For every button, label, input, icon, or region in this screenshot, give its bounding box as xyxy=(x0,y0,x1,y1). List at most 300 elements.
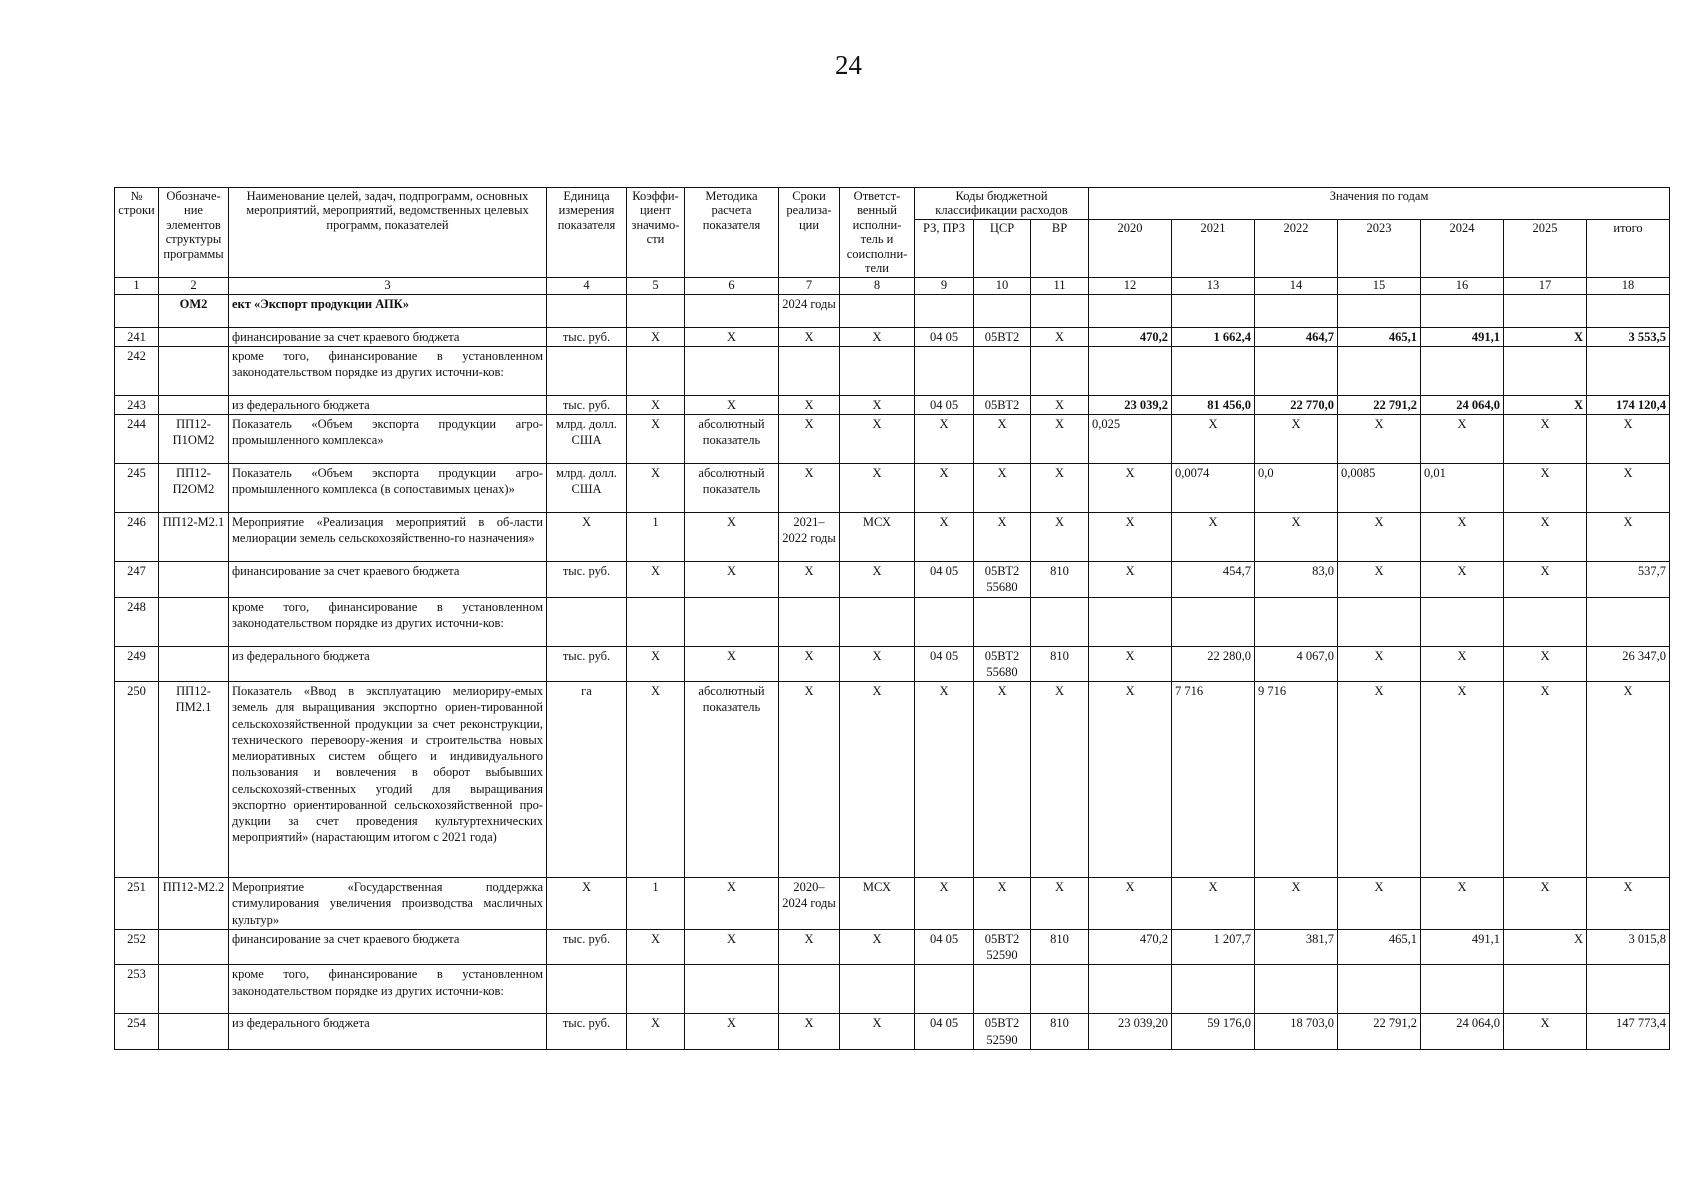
table-row xyxy=(115,346,1670,395)
table-row xyxy=(115,646,1670,682)
table-cell-col-12: X xyxy=(1089,562,1172,598)
table-cell-col-15: 465,1 xyxy=(1338,327,1421,346)
table-cell-col-4: тыс. руб. xyxy=(547,562,627,598)
table-cell-col-10: 05ВТ2 xyxy=(974,327,1031,346)
table-cell-col-11 xyxy=(1031,597,1089,646)
table-cell-col-4 xyxy=(547,346,627,395)
table-cell-col-14 xyxy=(1255,597,1338,646)
table-row xyxy=(115,562,1670,598)
table-cell-col-1: 250 xyxy=(115,682,159,878)
table-body xyxy=(115,294,1670,1049)
table-cell-col-17 xyxy=(1504,965,1587,1014)
table-cell-col-3: из федерального бюджета xyxy=(229,1014,547,1050)
table-cell-col-16 xyxy=(1421,294,1504,327)
table-cell-col-7: X xyxy=(779,646,840,682)
table-cell-col-7: X xyxy=(779,929,840,965)
table-cell-col-16 xyxy=(1421,965,1504,1014)
table-cell-col-11 xyxy=(1031,294,1089,327)
table-cell-col-15 xyxy=(1338,597,1421,646)
table-cell-col-3: Показатель «Объем экспорта продукции агро-промышленного комплекса» xyxy=(229,415,547,464)
table-cell-col-6 xyxy=(685,597,779,646)
table-cell-col-9 xyxy=(915,597,974,646)
table-cell-col-18 xyxy=(1587,597,1670,646)
table-cell-col-7: X xyxy=(779,327,840,346)
table-cell-col-4: X xyxy=(547,513,627,562)
table-cell-col-16: X xyxy=(1421,513,1504,562)
table-cell-col-3: Мероприятие «Реализация мероприятий в об-ласти мелиорации земель сельскохозяйственно-го назначения» xyxy=(229,513,547,562)
table-cell-col-13: 7 716 xyxy=(1172,682,1255,878)
table-cell-col-7: 2024 годы xyxy=(779,294,840,327)
table-cell-col-13: 59 176,0 xyxy=(1172,1014,1255,1050)
table-cell-col-3: Показатель «Объем экспорта продукции агро-промышленного комплекса (в сопоставимых ценах)» xyxy=(229,464,547,513)
table-cell-col-9: X xyxy=(915,682,974,878)
table-cell-col-8: X xyxy=(840,682,915,878)
table-row xyxy=(115,965,1670,1014)
table-cell-col-17: X xyxy=(1504,327,1587,346)
table-cell-col-8: X xyxy=(840,395,915,414)
table-cell-col-11: X xyxy=(1031,327,1089,346)
table-cell-col-17: X xyxy=(1504,415,1587,464)
header-name: Наименование целей, задач, подпрограмм, основных мероприятий, мероприятий, ведомственных целевых программ, показателей xyxy=(229,188,547,278)
table-cell-col-16 xyxy=(1421,597,1504,646)
table-cell-col-6: X xyxy=(685,878,779,930)
column-number: 15 xyxy=(1338,277,1421,294)
table-cell-col-6: X xyxy=(685,395,779,414)
table-cell-col-6: абсолютный показатель xyxy=(685,415,779,464)
table-cell-col-3: из федерального бюджета xyxy=(229,646,547,682)
table-cell-col-10 xyxy=(974,294,1031,327)
column-number: 17 xyxy=(1504,277,1587,294)
table-cell-col-14: 464,7 xyxy=(1255,327,1338,346)
table-cell-col-8: МСХ xyxy=(840,878,915,930)
table-cell-col-10: X xyxy=(974,878,1031,930)
header-year-2023: 2023 xyxy=(1338,219,1421,277)
table-cell-col-9 xyxy=(915,294,974,327)
table-cell-col-12: X xyxy=(1089,464,1172,513)
table-cell-col-15: 22 791,2 xyxy=(1338,395,1421,414)
table-cell-col-18: X xyxy=(1587,878,1670,930)
table-cell-col-11 xyxy=(1031,965,1089,1014)
table-cell-col-8: X xyxy=(840,327,915,346)
table-cell-col-16: 491,1 xyxy=(1421,327,1504,346)
table-cell-col-8: X xyxy=(840,1014,915,1050)
table-cell-col-9: X xyxy=(915,415,974,464)
table-cell-col-12: 470,2 xyxy=(1089,929,1172,965)
table-cell-col-6: X xyxy=(685,929,779,965)
table-cell-col-17 xyxy=(1504,294,1587,327)
table-cell-col-14: 9 716 xyxy=(1255,682,1338,878)
table-cell-col-2: ПП12-ПМ2.1 xyxy=(159,682,229,878)
table-cell-col-2 xyxy=(159,1014,229,1050)
table-row xyxy=(115,929,1670,965)
table-cell-col-17: X xyxy=(1504,682,1587,878)
table-cell-col-15: X xyxy=(1338,415,1421,464)
table-cell-col-15 xyxy=(1338,294,1421,327)
header-budget-codes: Коды бюджетной классификации расходов xyxy=(915,188,1089,220)
table-cell-col-7: 2021–2022 годы xyxy=(779,513,840,562)
table-cell-col-9: X xyxy=(915,878,974,930)
table-cell-col-15: 0,0085 xyxy=(1338,464,1421,513)
table-cell-col-16: X xyxy=(1421,562,1504,598)
table-cell-col-5: 1 xyxy=(627,513,685,562)
table-cell-col-5: X xyxy=(627,327,685,346)
header-structure-code: Обозначе-ние элементов структуры программы xyxy=(159,188,229,278)
table-cell-col-9: 04 05 xyxy=(915,562,974,598)
table-cell-col-2: ПП12-М2.2 xyxy=(159,878,229,930)
table-cell-col-15: X xyxy=(1338,513,1421,562)
table-cell-col-13: X xyxy=(1172,878,1255,930)
table-cell-col-2 xyxy=(159,929,229,965)
table-cell-col-2: ОМ2 xyxy=(159,294,229,327)
table-cell-col-14 xyxy=(1255,965,1338,1014)
header-method: Методика расчета показателя xyxy=(685,188,779,278)
table-cell-col-17: X xyxy=(1504,395,1587,414)
table-cell-col-1: 246 xyxy=(115,513,159,562)
table-cell-col-4: тыс. руб. xyxy=(547,395,627,414)
table-cell-col-8: X xyxy=(840,464,915,513)
table-cell-col-10: 05ВТ2 52590 xyxy=(974,1014,1031,1050)
table-cell-col-7: X xyxy=(779,464,840,513)
table-cell-col-10 xyxy=(974,965,1031,1014)
table-cell-col-18: X xyxy=(1587,513,1670,562)
table-cell-col-4 xyxy=(547,597,627,646)
table-cell-col-10: X xyxy=(974,464,1031,513)
table-cell-col-15 xyxy=(1338,965,1421,1014)
table-cell-col-17 xyxy=(1504,597,1587,646)
table-cell-col-4: млрд. долл. США xyxy=(547,464,627,513)
table-cell-col-4: млрд. долл. США xyxy=(547,415,627,464)
table-cell-col-10 xyxy=(974,346,1031,395)
table-cell-col-4: га xyxy=(547,682,627,878)
table-cell-col-10: 05ВТ2 xyxy=(974,395,1031,414)
table-cell-col-7: X xyxy=(779,682,840,878)
table-cell-col-11: X xyxy=(1031,682,1089,878)
column-number: 9 xyxy=(915,277,974,294)
table-cell-col-17: X xyxy=(1504,929,1587,965)
table-cell-col-8 xyxy=(840,597,915,646)
table-cell-col-16 xyxy=(1421,346,1504,395)
column-number: 5 xyxy=(627,277,685,294)
table-cell-col-12 xyxy=(1089,965,1172,1014)
table-cell-col-6: X xyxy=(685,646,779,682)
table-cell-col-11: 810 xyxy=(1031,929,1089,965)
table-cell-col-3: из федерального бюджета xyxy=(229,395,547,414)
table-cell-col-13: 81 456,0 xyxy=(1172,395,1255,414)
table-cell-col-16: 0,01 xyxy=(1421,464,1504,513)
table-cell-col-3: ект «Экспорт продукции АПК» xyxy=(229,294,547,327)
table-cell-col-2 xyxy=(159,646,229,682)
header-vr: ВР xyxy=(1031,219,1089,277)
table-cell-col-16: X xyxy=(1421,646,1504,682)
table-cell-col-10: 05ВТ2 52590 xyxy=(974,929,1031,965)
table-cell-col-7: X xyxy=(779,1014,840,1050)
column-number: 1 xyxy=(115,277,159,294)
table-cell-col-12: 23 039,20 xyxy=(1089,1014,1172,1050)
table-row xyxy=(115,464,1670,513)
table-cell-col-11: 810 xyxy=(1031,646,1089,682)
table-cell-col-10: X xyxy=(974,682,1031,878)
header-year-2022: 2022 xyxy=(1255,219,1338,277)
header-year-2021: 2021 xyxy=(1172,219,1255,277)
table-cell-col-18: 3 015,8 xyxy=(1587,929,1670,965)
column-number: 4 xyxy=(547,277,627,294)
table-cell-col-3: финансирование за счет краевого бюджета xyxy=(229,327,547,346)
table-cell-col-1: 249 xyxy=(115,646,159,682)
table-cell-col-12: X xyxy=(1089,646,1172,682)
table-cell-col-5 xyxy=(627,346,685,395)
table-cell-col-14: 18 703,0 xyxy=(1255,1014,1338,1050)
table-cell-col-15 xyxy=(1338,346,1421,395)
table-cell-col-9 xyxy=(915,346,974,395)
table-cell-col-4: тыс. руб. xyxy=(547,646,627,682)
column-number: 8 xyxy=(840,277,915,294)
table-cell-col-16: X xyxy=(1421,415,1504,464)
table-cell-col-4: тыс. руб. xyxy=(547,1014,627,1050)
table-cell-col-12 xyxy=(1089,294,1172,327)
table-cell-col-17: X xyxy=(1504,646,1587,682)
table-cell-col-14: 4 067,0 xyxy=(1255,646,1338,682)
table-cell-col-6: X xyxy=(685,327,779,346)
table-cell-col-11 xyxy=(1031,346,1089,395)
table-header xyxy=(115,188,1670,278)
column-number: 11 xyxy=(1031,277,1089,294)
header-period: Сроки реализа-ции xyxy=(779,188,840,278)
table-row xyxy=(115,597,1670,646)
table-cell-col-4: тыс. руб. xyxy=(547,929,627,965)
table-cell-col-7: 2020–2024 годы xyxy=(779,878,840,930)
table-cell-col-1: 247 xyxy=(115,562,159,598)
table-cell-col-2 xyxy=(159,346,229,395)
table-row xyxy=(115,1014,1670,1050)
table-cell-col-3: финансирование за счет краевого бюджета xyxy=(229,562,547,598)
table-cell-col-1: 245 xyxy=(115,464,159,513)
table-cell-col-5: X xyxy=(627,464,685,513)
table-cell-col-1: 241 xyxy=(115,327,159,346)
table-cell-col-10 xyxy=(974,597,1031,646)
table-cell-col-5: X xyxy=(627,929,685,965)
table-cell-col-9: 04 05 xyxy=(915,327,974,346)
table-row xyxy=(115,513,1670,562)
table-cell-col-1: 254 xyxy=(115,1014,159,1050)
table-cell-col-15: X xyxy=(1338,878,1421,930)
table-cell-col-13: 454,7 xyxy=(1172,562,1255,598)
table-cell-col-4 xyxy=(547,294,627,327)
table-cell-col-5: X xyxy=(627,415,685,464)
table-cell-col-13: X xyxy=(1172,415,1255,464)
table-cell-col-8: X xyxy=(840,929,915,965)
column-number: 2 xyxy=(159,277,229,294)
table-cell-col-15: X xyxy=(1338,646,1421,682)
table-cell-col-14 xyxy=(1255,294,1338,327)
table-cell-col-5: 1 xyxy=(627,878,685,930)
header-executor: Ответст-венный исполни-тель и соисполни-тели xyxy=(840,188,915,278)
table-cell-col-12 xyxy=(1089,346,1172,395)
header-year-2025: 2025 xyxy=(1504,219,1587,277)
table-cell-col-13 xyxy=(1172,597,1255,646)
table-cell-col-2: ПП12-П1ОМ2 xyxy=(159,415,229,464)
table-cell-col-12: X xyxy=(1089,878,1172,930)
table-cell-col-13: X xyxy=(1172,513,1255,562)
table-cell-col-3: Мероприятие «Государственная поддержка стимулирования увеличения производства масличных культур» xyxy=(229,878,547,930)
table-cell-col-5: X xyxy=(627,1014,685,1050)
table-cell-col-8: X xyxy=(840,562,915,598)
table-row xyxy=(115,294,1670,327)
column-number: 13 xyxy=(1172,277,1255,294)
table-cell-col-13: 0,0074 xyxy=(1172,464,1255,513)
table-cell-col-9: 04 05 xyxy=(915,395,974,414)
table-cell-col-1: 244 xyxy=(115,415,159,464)
header-csr: ЦСР xyxy=(974,219,1031,277)
table-cell-col-13: 1 207,7 xyxy=(1172,929,1255,965)
table-cell-col-9: X xyxy=(915,464,974,513)
table-cell-col-18: 537,7 xyxy=(1587,562,1670,598)
table-cell-col-13 xyxy=(1172,346,1255,395)
table-cell-col-5 xyxy=(627,294,685,327)
table-cell-col-15: X xyxy=(1338,682,1421,878)
table-cell-col-5: X xyxy=(627,562,685,598)
header-year-2024: 2024 xyxy=(1421,219,1504,277)
table-cell-col-4 xyxy=(547,965,627,1014)
header-total: итого xyxy=(1587,219,1670,277)
column-number: 16 xyxy=(1421,277,1504,294)
table-cell-col-17: X xyxy=(1504,464,1587,513)
column-number: 3 xyxy=(229,277,547,294)
table-cell-col-15: 22 791,2 xyxy=(1338,1014,1421,1050)
table-cell-col-2: ПП12-М2.1 xyxy=(159,513,229,562)
table-cell-col-18: 147 773,4 xyxy=(1587,1014,1670,1050)
table-cell-col-3: кроме того, финансирование в установленном законодательством порядке из других источни-ков: xyxy=(229,597,547,646)
header-coefficient: Коэффи-циент значимо-сти xyxy=(627,188,685,278)
table-cell-col-11: X xyxy=(1031,464,1089,513)
table-cell-col-2 xyxy=(159,597,229,646)
column-number: 14 xyxy=(1255,277,1338,294)
table-cell-col-14: 83,0 xyxy=(1255,562,1338,598)
table-row xyxy=(115,682,1670,878)
table-cell-col-10: X xyxy=(974,415,1031,464)
table-cell-col-6 xyxy=(685,294,779,327)
table-cell-col-13: 22 280,0 xyxy=(1172,646,1255,682)
table-cell-col-2 xyxy=(159,965,229,1014)
program-table xyxy=(114,187,1670,1050)
table-cell-col-11: 810 xyxy=(1031,562,1089,598)
table-cell-col-18 xyxy=(1587,294,1670,327)
table-cell-col-3: Показатель «Ввод в эксплуатацию мелиориру-емых земель для выращивания экспортно ориен-тированной сельскохозяйственной продукции за счет реконструкции, технического перевоору-жения и строительства новых мелиоративных систем общего и индивидуального пользования и вовлечения в оборот выбывших сельскохозяй-ственных угодий для выращивания экспортно ориентированной сельскохозяйственной про-дукции за счет проведения культуртехнических мероприятий» (нарастающим итогом с 2021 года) xyxy=(229,682,547,878)
table-cell-col-14: 22 770,0 xyxy=(1255,395,1338,414)
table-cell-col-9: 04 05 xyxy=(915,1014,974,1050)
table-cell-col-18 xyxy=(1587,965,1670,1014)
table-cell-col-10: 05ВТ2 55680 xyxy=(974,562,1031,598)
table-cell-col-6: абсолютный показатель xyxy=(685,682,779,878)
table-cell-col-7 xyxy=(779,965,840,1014)
table-cell-col-1: 252 xyxy=(115,929,159,965)
table-cell-col-9: 04 05 xyxy=(915,929,974,965)
table-cell-col-9: X xyxy=(915,513,974,562)
table-cell-col-8: МСХ xyxy=(840,513,915,562)
header-year-2020: 2020 xyxy=(1089,219,1172,277)
table-cell-col-3: финансирование за счет краевого бюджета xyxy=(229,929,547,965)
table-cell-col-14: 381,7 xyxy=(1255,929,1338,965)
table-cell-col-12: 470,2 xyxy=(1089,327,1172,346)
table-cell-col-5 xyxy=(627,597,685,646)
table-cell-col-10: X xyxy=(974,513,1031,562)
table-cell-col-6: абсолютный показатель xyxy=(685,464,779,513)
table-cell-col-12: X xyxy=(1089,682,1172,878)
table-cell-col-1: 251 xyxy=(115,878,159,930)
table-cell-col-4: тыс. руб. xyxy=(547,327,627,346)
table-cell-col-13: 1 662,4 xyxy=(1172,327,1255,346)
table-cell-col-5 xyxy=(627,965,685,1014)
table-cell-col-9: 04 05 xyxy=(915,646,974,682)
page-number: 24 xyxy=(835,50,862,80)
column-number: 12 xyxy=(1089,277,1172,294)
table-cell-col-16: X xyxy=(1421,878,1504,930)
table-cell-col-18: 3 553,5 xyxy=(1587,327,1670,346)
table-cell-col-6: X xyxy=(685,562,779,598)
table-cell-col-7 xyxy=(779,597,840,646)
table-cell-col-13 xyxy=(1172,294,1255,327)
table-cell-col-12: 0,025 xyxy=(1089,415,1172,464)
table-cell-col-2 xyxy=(159,327,229,346)
table-cell-col-11: X xyxy=(1031,395,1089,414)
table-cell-col-18: X xyxy=(1587,415,1670,464)
table-cell-col-14: X xyxy=(1255,513,1338,562)
column-number: 6 xyxy=(685,277,779,294)
table-cell-col-11: X xyxy=(1031,415,1089,464)
table-cell-col-8 xyxy=(840,965,915,1014)
table-cell-col-14: X xyxy=(1255,415,1338,464)
table-cell-col-6: X xyxy=(685,513,779,562)
table-cell-col-1: 242 xyxy=(115,346,159,395)
table-cell-col-14: X xyxy=(1255,878,1338,930)
table-cell-col-13 xyxy=(1172,965,1255,1014)
table-cell-col-16: 24 064,0 xyxy=(1421,1014,1504,1050)
table-cell-col-7 xyxy=(779,346,840,395)
table-cell-col-2 xyxy=(159,562,229,598)
table-cell-col-18: 26 347,0 xyxy=(1587,646,1670,682)
table-row xyxy=(115,415,1670,464)
table-cell-col-6 xyxy=(685,965,779,1014)
table-cell-col-12: 23 039,2 xyxy=(1089,395,1172,414)
table-cell-col-17: X xyxy=(1504,878,1587,930)
table-cell-col-15: 465,1 xyxy=(1338,929,1421,965)
table-cell-col-11: X xyxy=(1031,513,1089,562)
table-cell-col-4: X xyxy=(547,878,627,930)
table-cell-col-8: X xyxy=(840,646,915,682)
table-cell-col-16: 24 064,0 xyxy=(1421,395,1504,414)
table-cell-col-15: X xyxy=(1338,562,1421,598)
table-cell-col-16: 491,1 xyxy=(1421,929,1504,965)
column-number-row xyxy=(115,277,1670,294)
header-row-number: № строки xyxy=(115,188,159,278)
table-cell-col-18 xyxy=(1587,346,1670,395)
table-cell-col-3: кроме того, финансирование в установленном законодательством порядке из других источни-ков: xyxy=(229,965,547,1014)
table-cell-col-6 xyxy=(685,346,779,395)
table-cell-col-12 xyxy=(1089,597,1172,646)
table-cell-col-17: X xyxy=(1504,562,1587,598)
table-cell-col-9 xyxy=(915,965,974,1014)
table-cell-col-11: 810 xyxy=(1031,1014,1089,1050)
table-cell-col-17: X xyxy=(1504,1014,1587,1050)
column-number: 7 xyxy=(779,277,840,294)
table-cell-col-14: 0,0 xyxy=(1255,464,1338,513)
table-cell-col-18: 174 120,4 xyxy=(1587,395,1670,414)
header-rz-prz: РЗ, ПРЗ xyxy=(915,219,974,277)
table-cell-col-6: X xyxy=(685,1014,779,1050)
table-cell-col-18: X xyxy=(1587,682,1670,878)
table-cell-col-1: 248 xyxy=(115,597,159,646)
table-cell-col-7: X xyxy=(779,415,840,464)
table-cell-col-16: X xyxy=(1421,682,1504,878)
